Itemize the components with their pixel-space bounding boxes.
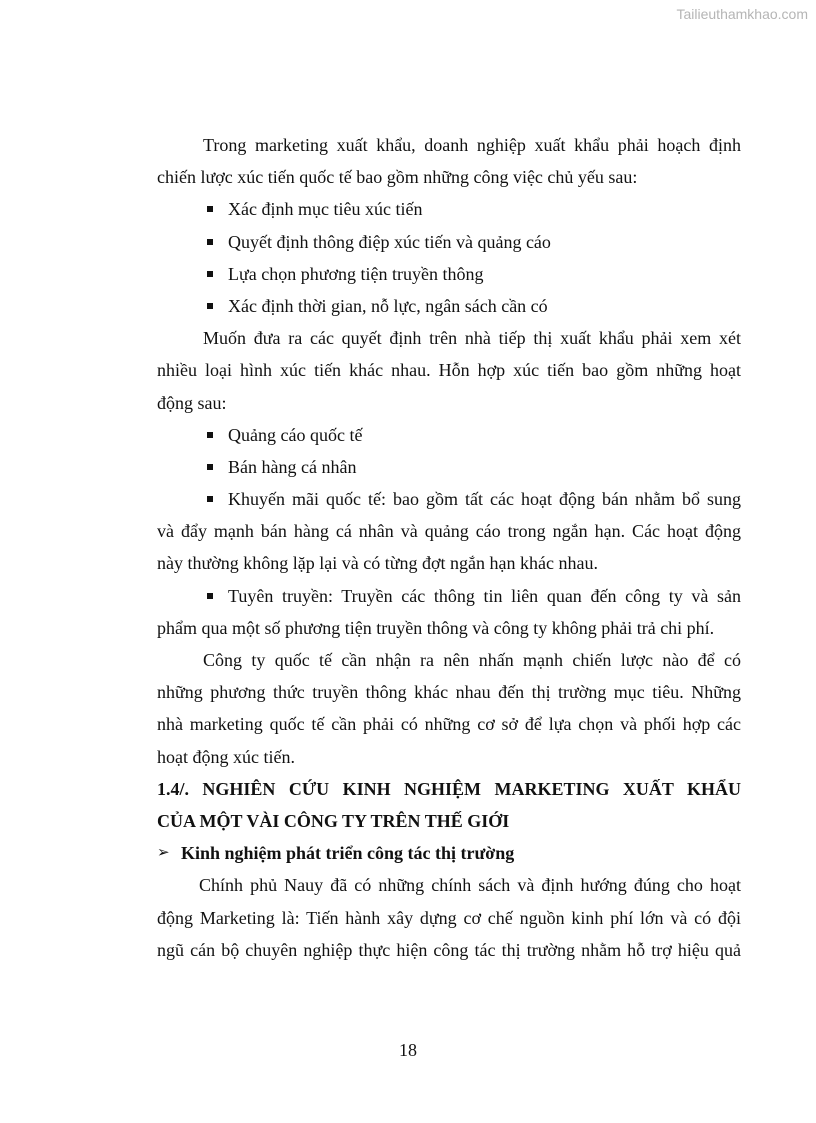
paragraph-line: phẩm qua một số phương tiện truyền thông và công ty không phải trả chi phí. bbox=[157, 617, 715, 638]
section-heading-line: CỦA MỘT VÀI CÔNG TY TRÊN THẾ GIỚI bbox=[157, 810, 510, 831]
bullet-item bbox=[157, 258, 741, 290]
square-bullet-icon bbox=[207, 593, 213, 599]
paragraph-line: này thường không lặp lại và có từng đợt ngắn hạn khác nhau. bbox=[157, 553, 598, 574]
arrow-bullet-icon: ➢ bbox=[157, 845, 170, 862]
paragraph-line: và đẩy mạnh bán hàng cá nhân và quảng cáo trong ngắn hạn. Các hoạt động bbox=[157, 521, 741, 542]
square-bullet-icon bbox=[207, 239, 213, 245]
paragraph-line: ngũ cán bộ chuyên nghiệp thực hiện công tác thị trường nhằm hỗ trợ hiệu quả bbox=[157, 939, 741, 960]
bullet-item bbox=[157, 580, 741, 612]
paragraph-line: chiến lược xúc tiến quốc tế bao gồm những công việc chủ yếu sau: bbox=[157, 167, 638, 188]
square-bullet-icon bbox=[207, 496, 213, 502]
paragraph-line: những phương thức truyền thông khác nhau đến thị trường mục tiêu. Những bbox=[157, 682, 741, 703]
bullet-text: Xác định thời gian, nỗ lực, ngân sách cần có bbox=[228, 295, 548, 316]
bullet-text: Tuyên truyền: Truyền các thông tin liên quan đến công ty và sản bbox=[228, 585, 741, 606]
paragraph-line: Trong marketing xuất khẩu, doanh nghiệp xuất khẩu phải hoạch định bbox=[203, 135, 741, 155]
bullet-item bbox=[157, 451, 741, 483]
page-number: 18 bbox=[399, 1040, 417, 1060]
square-bullet-icon bbox=[207, 271, 213, 277]
paragraph-line: động sau: bbox=[157, 392, 227, 413]
square-bullet-icon bbox=[207, 206, 213, 212]
bullet-text: Quyết định thông điệp xúc tiến và quảng cáo bbox=[228, 231, 551, 252]
subheading bbox=[157, 837, 741, 869]
square-bullet-icon bbox=[207, 432, 213, 438]
bullet-text: Xác định mục tiêu xúc tiến bbox=[228, 199, 423, 220]
bullet-text: Khuyến mãi quốc tế: bao gồm tất các hoạt động bán nhằm bổ sung bbox=[228, 489, 741, 510]
paragraph-line: hoạt động xúc tiến. bbox=[157, 746, 295, 767]
square-bullet-icon bbox=[207, 303, 213, 309]
section-heading-line: 1.4/. NGHIÊN CỨU KINH NGHIỆM MARKETING XUẤT KHẨU bbox=[157, 778, 741, 799]
subheading-text: Kinh nghiệm phát triển công tác thị trường bbox=[181, 843, 515, 864]
bullet-item bbox=[157, 419, 741, 451]
paragraph-line: Chính phủ Nauy đã có những chính sách và định hướng đúng cho hoạt bbox=[199, 875, 741, 896]
bullet-text: Lựa chọn phương tiện truyền thông bbox=[228, 263, 484, 284]
paragraph-line: động Marketing là: Tiến hành xây dựng cơ chế nguồn kinh phí lớn và có đội bbox=[157, 907, 741, 928]
watermark: Tailieuthamkhao.com bbox=[676, 6, 808, 22]
paragraph-line: Công ty quốc tế cần nhận ra nên nhấn mạnh chiến lược nào để có bbox=[203, 650, 741, 670]
bullet-text: Bán hàng cá nhân bbox=[228, 456, 357, 477]
bullet-item bbox=[157, 290, 741, 322]
bullet-text: Quảng cáo quốc tế bbox=[228, 424, 363, 445]
document-body bbox=[157, 129, 741, 966]
paragraph-line: Muốn đưa ra các quyết định trên nhà tiếp thị xuất khẩu phải xem xét bbox=[203, 328, 741, 349]
paragraph-line: nhà marketing quốc tế cần phải có những cơ sở để lựa chọn và phối hợp các bbox=[157, 714, 741, 735]
paragraph-line: nhiều loại hình xúc tiến khác nhau. Hỗn hợp xúc tiến bao gồm những hoạt bbox=[157, 360, 741, 381]
bullet-item bbox=[157, 483, 741, 515]
bullet-item bbox=[157, 226, 741, 258]
bullet-item bbox=[157, 193, 741, 225]
square-bullet-icon bbox=[207, 464, 213, 470]
